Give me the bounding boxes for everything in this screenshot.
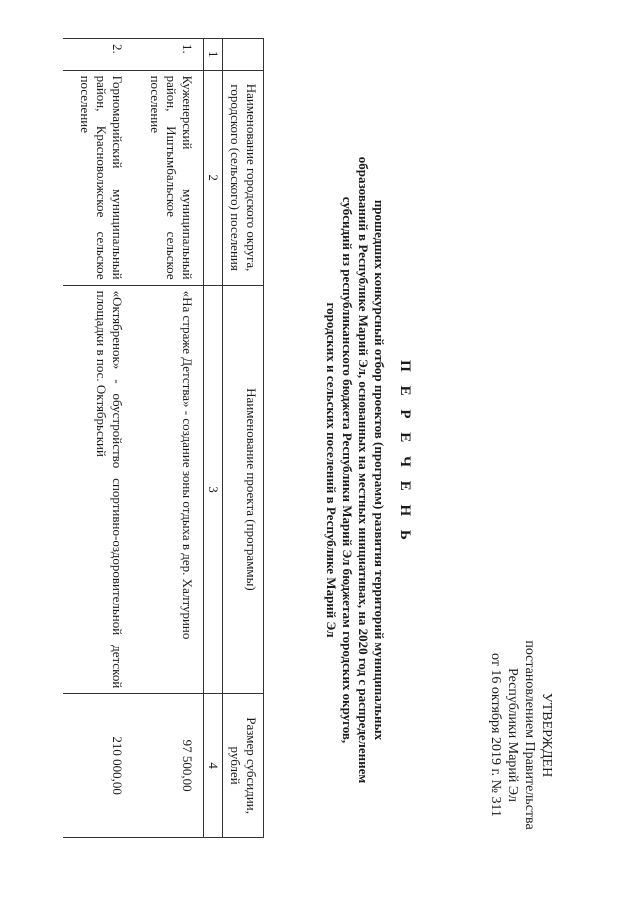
row-municipality: Куженерский муниципальный район, Иштымбальское сельское поселение bbox=[133, 70, 204, 285]
header-subsidy: Размер субсидии, рублей bbox=[223, 694, 264, 838]
subtitle-line: прошедших конкурсный отбор проектов (программ) развития территорий муниципальных bbox=[372, 199, 387, 741]
approval-line: постановлением Правительства bbox=[522, 640, 537, 830]
table-row bbox=[133, 39, 204, 838]
approval-line: УТВЕРЖДЕН bbox=[539, 692, 554, 778]
column-number-row bbox=[204, 39, 223, 838]
subtitle-line: образований в Республике Марий Эл, основанных на местных инициативах, на 2020 год с распределением bbox=[356, 156, 371, 784]
projects-table bbox=[63, 38, 264, 838]
row-municipality: Горномарийский муниципальный район, Красноволжское сельское поселение bbox=[63, 70, 133, 285]
row-number: 1. bbox=[133, 39, 204, 71]
column-number: 1 bbox=[204, 39, 223, 71]
column-number: 3 bbox=[204, 285, 223, 694]
row-project: «На страже Детства» - создание зоны отдыха в дер. Халтурино bbox=[133, 285, 204, 694]
document-subtitle bbox=[323, 150, 387, 790]
subtitle-line: городских и сельских поселений в Республике Марий Эл bbox=[324, 302, 339, 638]
row-project: «Октябренок» - обустройство спортивно-оздоровительной детской площадки в пос. Октябрьский bbox=[63, 285, 133, 694]
row-subsidy: 97 500,00 bbox=[133, 694, 204, 838]
header-municipality: Наименование городского округа, городского (сельского) поселения bbox=[223, 70, 264, 285]
approval-stamp bbox=[487, 620, 555, 850]
column-number: 2 bbox=[204, 70, 223, 285]
row-subsidy: 210 000,00 bbox=[63, 694, 133, 838]
row-number: 2. bbox=[63, 39, 133, 71]
subtitle-line: субсидий из республиканского бюджета Республики Марий Эл бюджетам городских округов, bbox=[340, 196, 355, 744]
table-row bbox=[63, 39, 133, 838]
header-project: Наименование проекта (программы) bbox=[223, 285, 264, 694]
approval-line: от 16 октября 2019 г. № 311 bbox=[488, 653, 503, 817]
approval-line: Республики Марий Эл bbox=[505, 668, 520, 802]
header-number bbox=[223, 39, 264, 71]
table-header-row bbox=[223, 39, 264, 838]
column-number: 4 bbox=[204, 694, 223, 838]
document-title: П Е Р Е Ч Е Н Ь bbox=[397, 360, 413, 545]
